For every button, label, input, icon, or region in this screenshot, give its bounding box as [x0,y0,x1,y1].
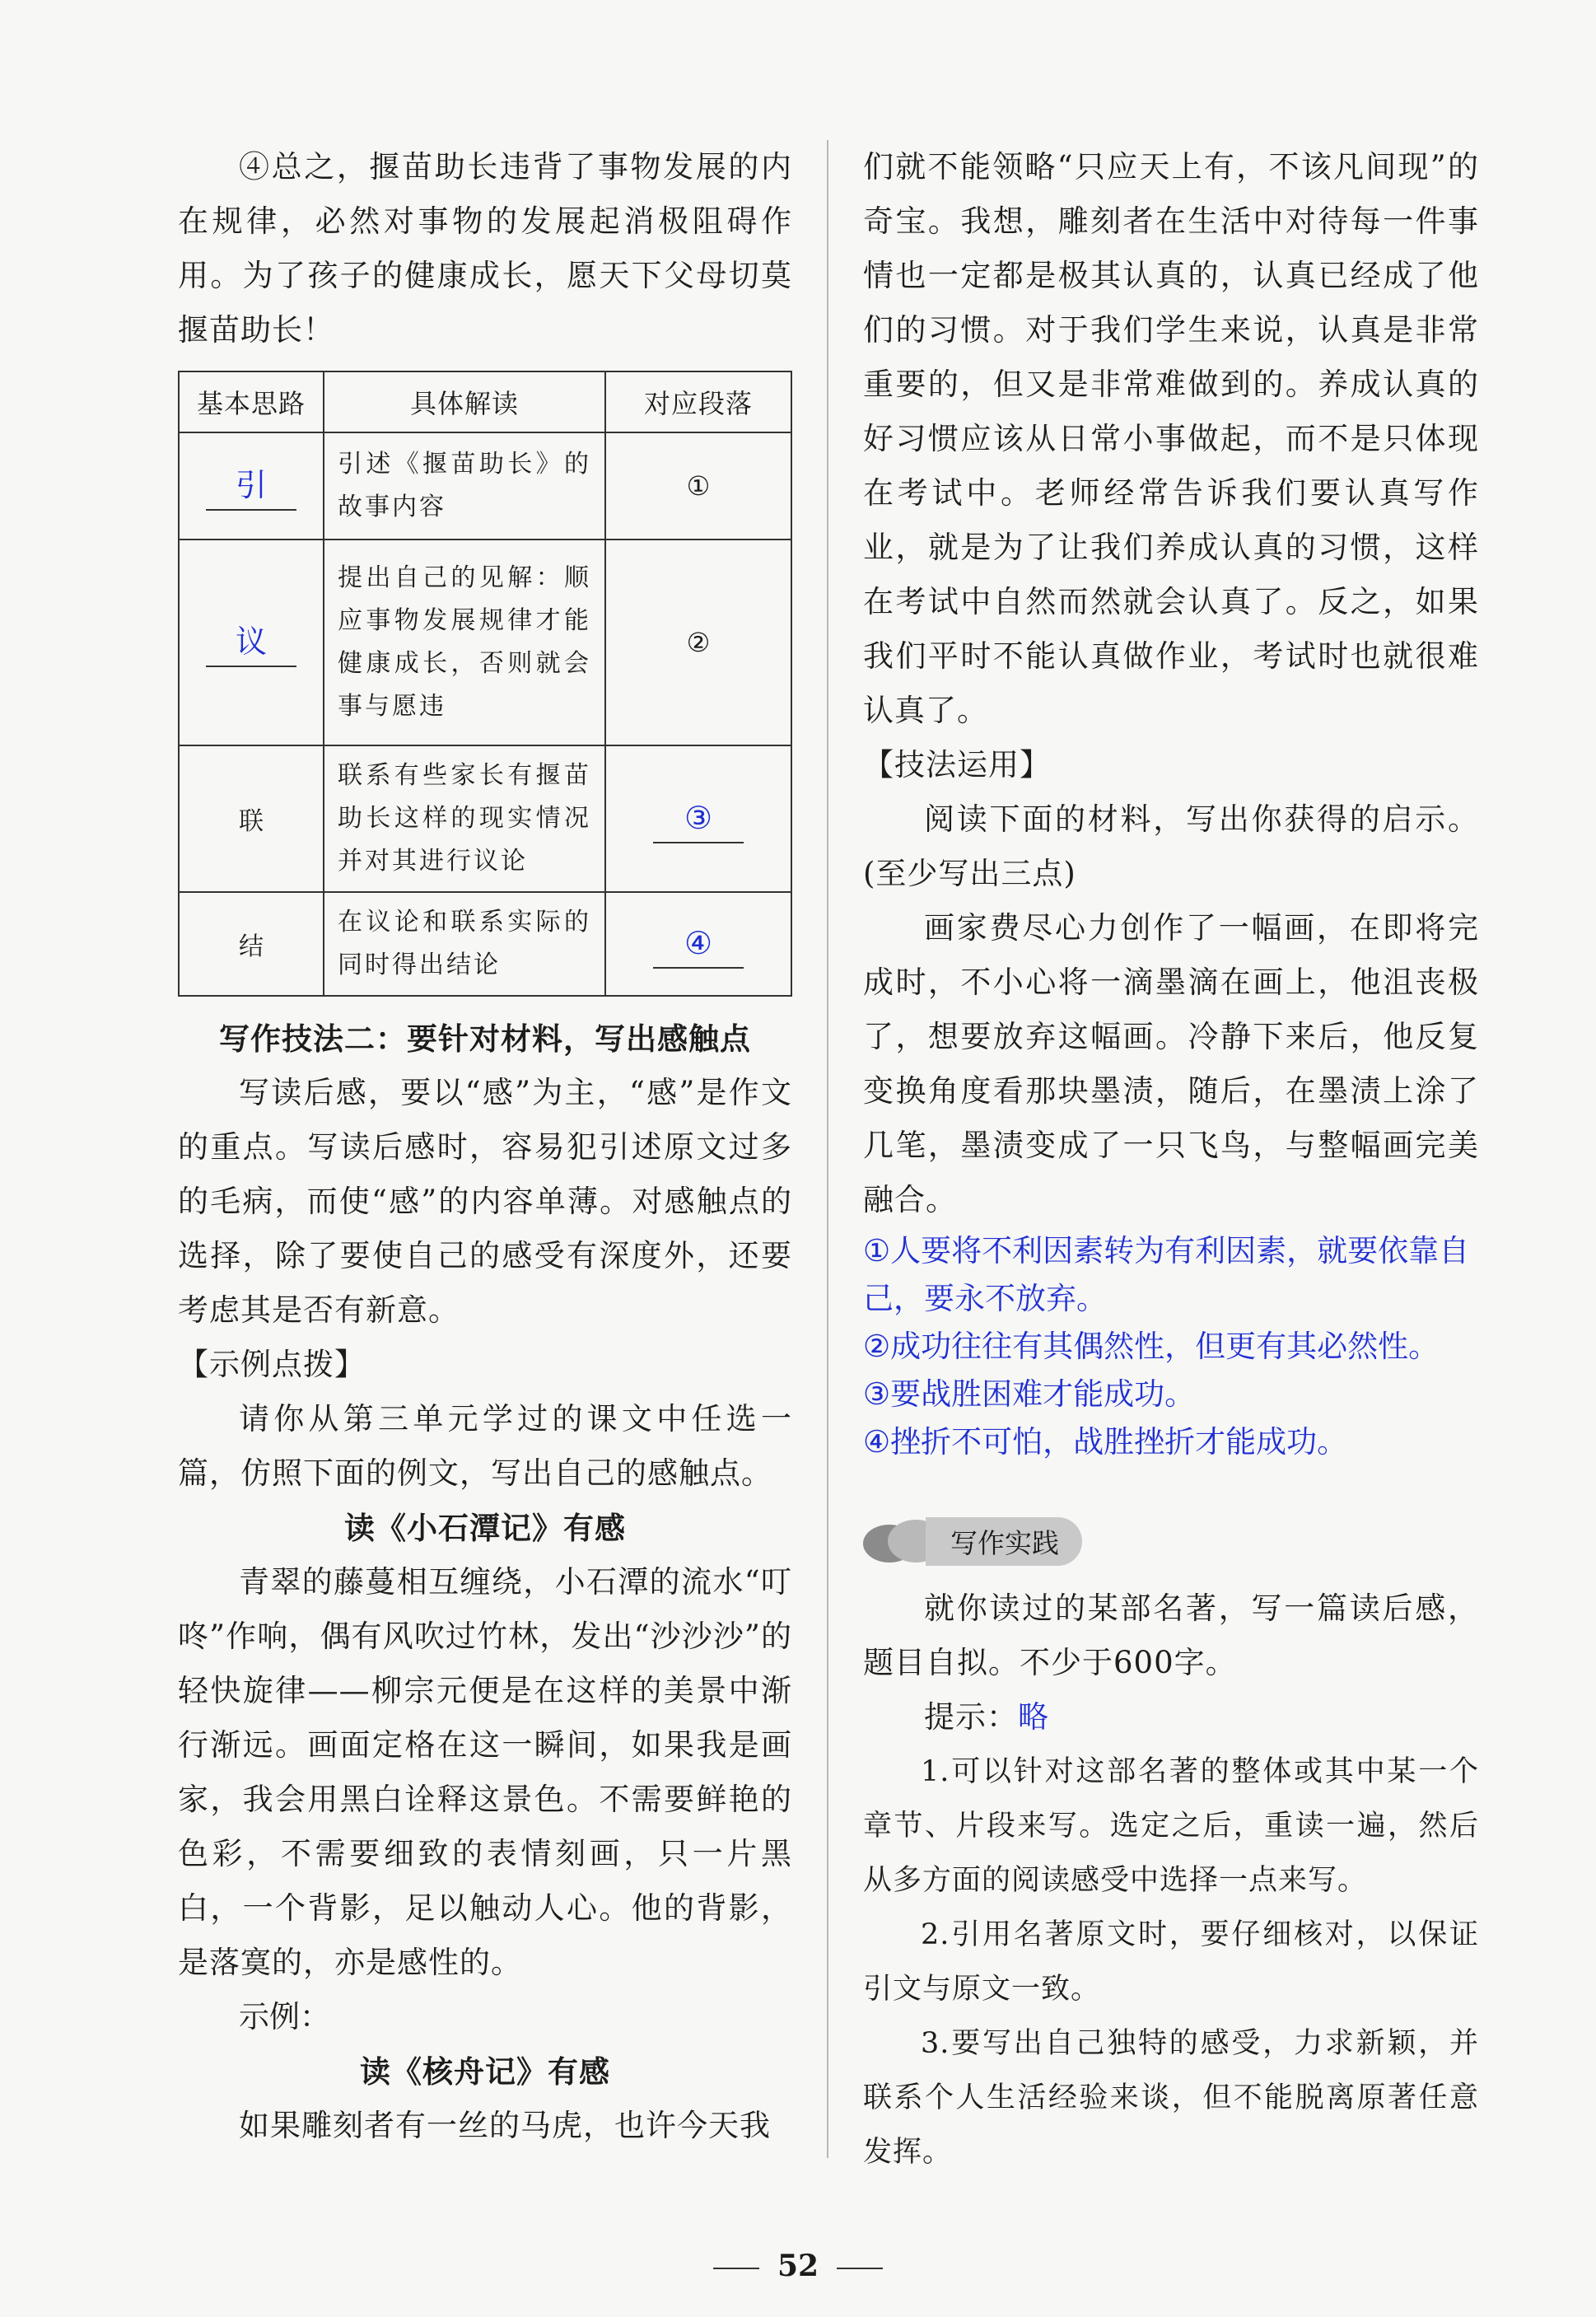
answer-list [863,1227,1479,1466]
example-section-label: 【示例点拨】 [178,1347,366,1382]
essay-paragraph: 青翠的藤蔓相互缠绕，小石潭的流水“叮咚”作响，偶有风吹过竹林，发出“沙沙沙”的轻快旋律——柳宗元便是在这样的美景中渐行渐远。画面定格在这一瞬间，如果我是画家，我会用黑白诠释这景色。不需要鲜艳的色彩，不需要细致的表情刻画，只一片黑白，一个背影，足以触动人心。他的背影，是落寞的，亦是感性的。 [178,1564,792,1980]
writing-practice-title: 写作实践 [926,1517,1082,1566]
right-column [863,140,1479,2179]
table-cell-paragraph: ② [605,540,791,745]
dash-right [837,2268,883,2269]
table-cell-detail: 提出自己的见解：顺应事物发展规律才能健康成长，否则就会事与愿违 [324,540,605,745]
essay-paragraph-start: 如果雕刻者有一丝的马虎，也许今天我 [239,2108,771,2143]
tip-line [863,1690,1479,1745]
tip-list [863,1745,1479,2179]
table-row [179,432,791,540]
table-cell-paragraph: ① [605,432,791,540]
table-cell-paragraph [605,745,791,892]
outline-table [178,371,792,997]
essay-paragraph-continued: 们就不能领略“只应天上有，不该凡间现”的奇宝。我想，雕刻者在生活中对待每一件事情也一定都是极其认真的，认真已经成了他们的习惯。对于我们学生来说，认真是非常重要的，但又是非常难做到的。养成认真的好习惯应该从日常小事做起，而不是只体现在考试中。老师经常告诉我们要认真写作业，就是为了让我们养成认真的习惯，这样在考试中自然而然就会认真了。反之，如果我们平时不能认真做作业，考试时也就很难认真了。 [863,149,1479,728]
practice-section-label: 【技法运用】 [863,747,1051,782]
table-row [179,745,791,892]
table-cell-idea: 结 [179,892,324,996]
tip-item: 1.可以针对这部名著的整体或其中某一个章节、片段来写。选定之后，重读一遍，然后从多方面的阅读感受中选择一点来写。 [863,1755,1479,1897]
technique-paragraph: 写读后感，要以“感”为主，“感”是作文的重点。写读后感时，容易犯引述原文过多的毛病，而使“感”的内容单薄。对感触点的选择，除了要使自己的感受有深度外，还要考虑其是否有新意。 [178,1075,792,1328]
left-column [178,140,792,2153]
writing-practice-header [863,1512,1479,1570]
practice-prompt: 阅读下面的材料，写出你获得的启示。(至少写出三点) [863,801,1479,891]
page-number-text: 52 [777,2249,819,2283]
essay-title: 读《小石潭记》有感 [344,1510,626,1546]
answer-blank: 议 [206,618,296,667]
tip-item: 3.要写出自己独特的感受，力求新颖，并联系个人生活经验来谈，但不能脱离原著任意发挥。 [863,2027,1479,2169]
conclusion-paragraph: ④总之，揠苗助长违背了事物发展的内在规律，必然对事物的发展起消极阻碍作用。为了孩子的健康成长，愿天下父母切莫揠苗助长！ [178,149,792,348]
answer-blank: 引 [206,461,296,511]
example-prompt: 请你从第三单元学过的课文中任选一篇，仿照下面的例文，写出自己的感触点。 [178,1401,792,1491]
table-cell-idea [179,432,324,540]
essay-title: 读《核舟记》有感 [360,2053,610,2090]
answer-blank: ③ [653,794,744,843]
table-cell-paragraph [605,892,791,996]
tip-label: 提示： [924,1699,1018,1735]
table-cell-idea [179,540,324,745]
table-cell-detail: 联系有些家长有揠苗助长这样的现实情况并对其进行议论 [324,745,605,892]
technique-title: 写作技法二：要针对材料，写出感触点 [219,1021,751,1057]
table-header-row [179,371,791,432]
table-header: 具体解读 [324,371,605,432]
answer-item: ④挫折不可怕，战胜挫折才能成功。 [863,1424,1348,1460]
page-number [0,2249,1596,2282]
table-header: 对应段落 [605,371,791,432]
tip-item: 2.引用名著原文时，要仔细核对，以保证引文与原文一致。 [863,1918,1479,2006]
column-divider [827,140,828,2158]
answer-item: ③要战胜困难才能成功。 [863,1376,1196,1412]
table-row [179,540,791,745]
table-header: 基本思路 [179,371,324,432]
sample-label: 示例： [239,1999,330,2034]
material-paragraph: 画家费尽心力创作了一幅画，在即将完成时，不小心将一滴墨滴在画上，他沮丧极了，想要放弃这幅画。冷静下来后，他反复变换角度看那块墨渍，随后，在墨渍上涂了几笔，墨渍变成了一只飞鸟，与整幅画完美融合。 [863,910,1479,1217]
table-row [179,892,791,996]
dash-left [713,2268,759,2269]
writing-task: 就你读过的某部名著，写一篇读后感，题目自拟。不少于600字。 [863,1591,1479,1680]
table-cell-idea: 联 [179,745,324,892]
answer-item: ②成功往往有其偶然性，但更有其必然性。 [863,1329,1440,1364]
table-cell-detail: 引述《揠苗助长》的故事内容 [324,432,605,540]
answer-blank: ④ [653,919,744,969]
table-cell-detail: 在议论和联系实际的同时得出结论 [324,892,605,996]
tip-answer: 略 [1018,1699,1049,1735]
answer-item: ①人要将不利因素转为有利因素，就要依靠自己，要永不放弃。 [863,1233,1470,1316]
